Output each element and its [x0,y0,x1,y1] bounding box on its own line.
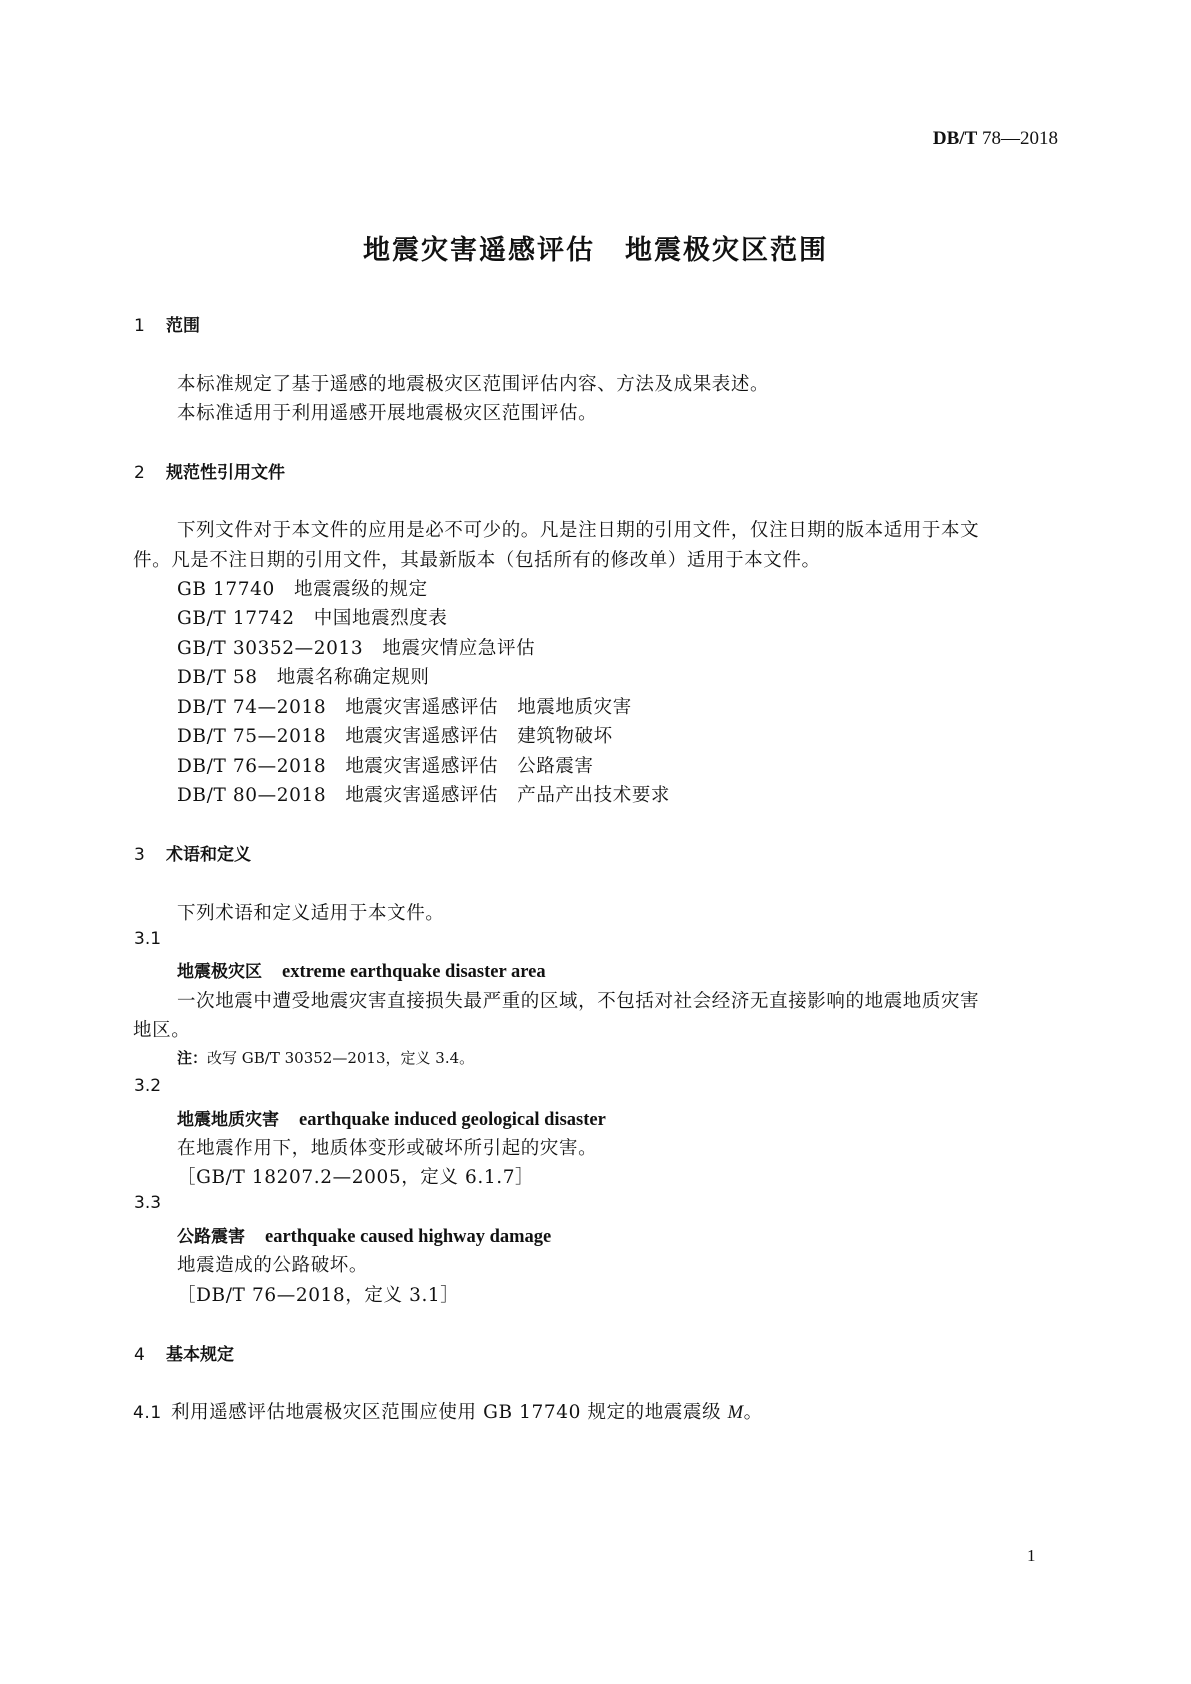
note-label: 注： [177,1049,208,1067]
term-zh: 地震极灾区 [177,962,262,982]
reference-title: 地震灾情应急评估 [382,638,536,659]
page-title [0,228,1191,267]
page-number: 1 [1027,1546,1036,1565]
reference-item [177,722,613,748]
section-2-heading [134,458,285,483]
term-definition: 地震造成的公路破坏。 [177,1255,369,1276]
reference-item [177,781,670,807]
term-number: 3.1 [134,929,162,949]
term-en: earthquake induced geological disaster [299,1110,606,1130]
title-part2: 地震极灾区范围 [625,235,828,266]
term-source: ［GB/T 18207.2—2005，定义 6.1.7］ [177,1167,535,1188]
reference-code: DB/T 80—2018 [177,785,327,806]
term-definition-line-2: 地区。 [133,1020,191,1041]
reference-title: 中国地震烈度表 [313,608,448,629]
reference-title: 地震名称确定规则 [276,667,430,688]
term-number: 3.3 [134,1193,162,1213]
title-part1: 地震灾害遥感评估 [363,235,595,266]
magnitude-variable: M [727,1403,744,1423]
term-heading [177,957,546,983]
section-number: 1 [134,316,145,336]
reference-code: DB/T 58 [177,667,258,688]
section-number: 3 [134,845,145,865]
section-1-heading [134,311,200,336]
clause-number: 4.1 [133,1403,162,1423]
term-zh: 公路震害 [177,1227,245,1247]
term-source: ［DB/T 76—2018，定义 3.1］ [177,1285,460,1306]
section-title: 基本规定 [166,1345,234,1365]
s3-intro: 下列术语和定义适用于本文件。 [177,903,445,924]
s2-intro-line-2: 件。凡是不注日期的引用文件，其最新版本（包括所有的修改单）适用于本文件。 [133,550,821,571]
reference-code: DB/T 76—2018 [177,756,327,777]
reference-item [177,575,428,601]
term-number: 3.2 [134,1076,162,1096]
reference-code: GB 17740 [177,579,275,600]
clause-4-1 [133,1398,763,1424]
clause-text: 利用遥感评估地震极灾区范围应使用 GB 17740 规定的地震震级 [171,1402,722,1423]
section-number: 4 [134,1345,145,1365]
section-title: 范围 [166,316,200,336]
reference-title: 地震灾害遥感评估 建筑物破坏 [345,726,613,747]
reference-title: 地震灾害遥感评估 产品产出技术要求 [345,785,671,806]
reference-code: DB/T 74—2018 [177,697,327,718]
section-title: 术语和定义 [166,845,251,865]
reference-item [177,693,632,719]
term-en: earthquake caused highway damage [265,1227,552,1247]
clause-end: 。 [743,1402,763,1423]
reference-item [177,604,448,630]
section-number: 2 [134,463,145,483]
reference-code: GB/T 17742 [177,608,295,629]
section-3-heading [134,840,251,865]
reference-title: 地震灾害遥感评估 地震地质灾害 [345,697,632,718]
s2-intro-line-1: 下列文件对于本文件的应用是必不可少的。凡是注日期的引用文件，仅注日期的版本适用于本文 [177,520,980,541]
term-definition: 在地震作用下，地质体变形或破坏所引起的灾害。 [177,1138,598,1159]
reference-code: GB/T 30352—2013 [177,638,364,659]
standard-number: 78—2018 [982,128,1058,149]
s1-paragraph-2: 本标准适用于利用遥感开展地震极灾区范围评估。 [177,403,598,424]
section-4-heading [134,1340,234,1365]
term-heading [177,1105,606,1131]
term-heading [177,1222,551,1248]
note-text: 改写 GB/T 30352—2013，定义 3.4。 [207,1049,475,1067]
term-zh: 地震地质灾害 [177,1110,279,1130]
term-definition-line-1: 一次地震中遭受地震灾害直接损失最严重的区域，不包括对社会经济无直接影响的地震地质灾害 [177,991,980,1012]
reference-item [177,634,535,660]
standard-prefix: DB/T [932,128,978,149]
reference-item [177,663,430,689]
term-en: extreme earthquake disaster area [282,962,546,982]
reference-title: 地震灾害遥感评估 公路震害 [345,756,594,777]
standard-code [933,128,1058,150]
reference-code: DB/T 75—2018 [177,726,327,747]
reference-item [177,752,594,778]
term-note [177,1047,474,1068]
s1-paragraph-1: 本标准规定了基于遥感的地震极灾区范围评估内容、方法及成果表述。 [177,374,770,395]
reference-title: 地震震级的规定 [294,579,428,600]
section-title: 规范性引用文件 [166,463,285,483]
